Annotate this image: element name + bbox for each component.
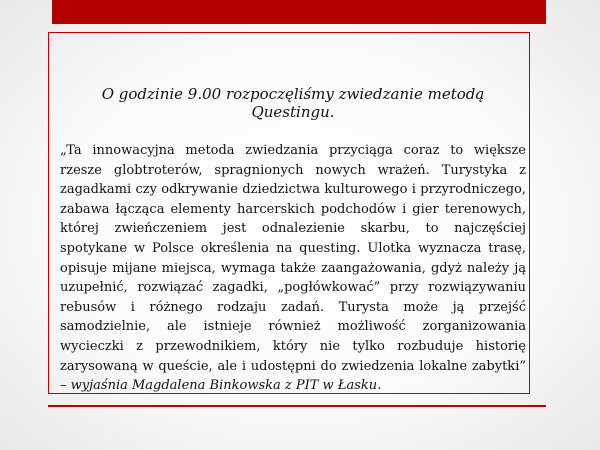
- quote-paragraph: [60, 141, 526, 396]
- slide-heading: O godzinie 9.00 rozpoczęliśmy zwiedzanie metodą Questingu.: [101, 85, 485, 121]
- attribution-period: .: [377, 378, 382, 394]
- header-bar: [52, 0, 546, 24]
- quote-text: „Ta innowacyjna metoda zwiedzania przyciąga coraz to większe rzesze globtroterów, spragnionych nowych wrażeń. Turystyka z zagadkami czy odkrywanie dziedzictwa kulturowego i przyrodniczego, zabawa łącząca elementy harcerskich podchodów i gier terenowych, której zwieńczeniem jest odnalezienie skarbu, to najczęściej spotykane w Polsce określenia na questing. Ulotka wyznacza trasę, opisuje mijane miejsca, wymaga także zaangażowania, gdyż należy ją uzupełnić, rozwiązać zagadki, „pogłówkować” przy rozwiązywaniu rebusów i różnego rodzaju zadań. Turysta może ją przejść samodzielnie, ale istnieje również możliwość zorganizowania wycieczki z przewodnikiem, który nie tylko rozbuduje historię zarysowaną w queście, ale i udostępni do zwiedzenia lokalne zabytki” –: [60, 143, 526, 394]
- quote-attribution: wyjaśnia Magdalena Binkowska z PIT w Łasku: [70, 378, 378, 394]
- bottom-divider: [48, 405, 546, 407]
